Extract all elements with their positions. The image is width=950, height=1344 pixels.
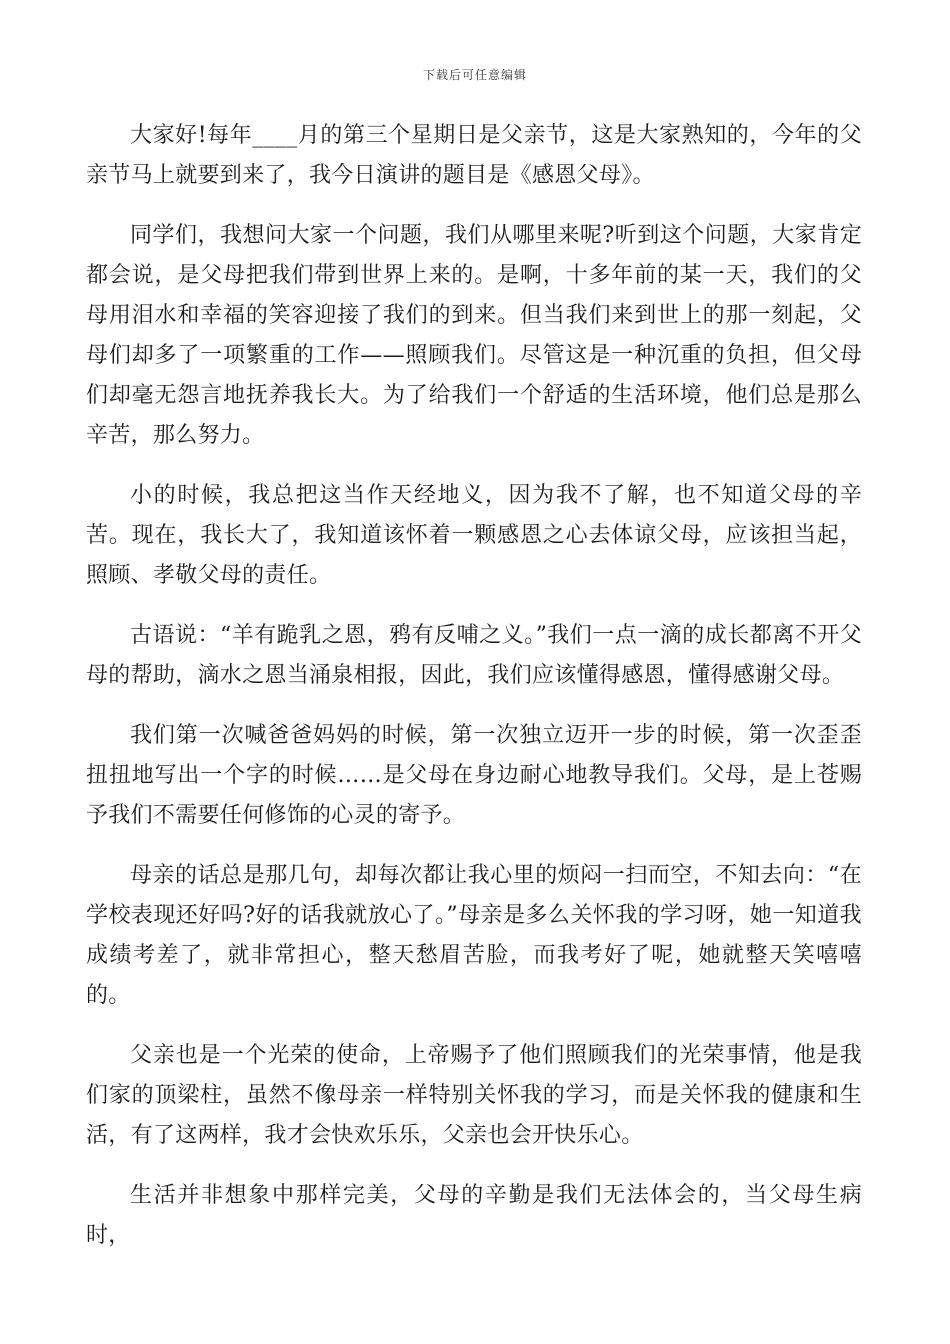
paragraph-2: 同学们，我想问大家一个问题，我们从哪里来呢?听到这个问题，大家肯定都会说，是父母把我们带到世界上来的。是啊，十多年前的某一天，我们的父母用泪水和幸福的笑容迎接了我们的到来。但当我们来到世上的那一刻起，父母们却多了一项繁重的工作——照顾我们。尽管这是一种沉重的负担，但父母们却毫无怨言地抚养我长大。为了给我们一个舒适的生活环境，他们总是那么辛苦，那么努力。 — [86, 223, 862, 448]
page-header-note: 下载后可任意编辑 — [422, 68, 527, 82]
paragraph-8: 生活并非想象中那样完美，父母的辛勤是我们无法体会的，当父母生病时， — [86, 1183, 862, 1248]
paragraph-4: 古语说：“羊有跪乳之恩，鸦有反哺之义。”我们一点一滴的成长都离不开父母的帮助，滴水之恩当涌泉相报，因此，我们应该懂得感恩，懂得感谢父母。 — [86, 623, 862, 688]
paragraph-5: 我们第一次喊爸爸妈妈的时候，第一次独立迈开一步的时候，第一次歪歪扭扭地写出一个字的时候……是父母在身边耐心地教导我们。父母，是上苍赐予我们不需要任何修饰的心灵的寄予。 — [86, 723, 862, 828]
speech-body — [86, 116, 862, 1276]
paragraph-6: 母亲的话总是那几句，却每次都让我心里的烦闷一扫而空，不知去向：“在学校表现还好吗?好的话我就放心了。”母亲是多么关怀我的学习呀，她一知道我成绩考差了，就非常担心，整天愁眉苦脸，而我考好了呢，她就整天笑嘻嘻的。 — [86, 863, 862, 1008]
paragraph-7: 父亲也是一个光荣的使命，上帝赐予了他们照顾我们的光荣事情，他是我们家的顶梁柱，虽然不像母亲一样特别关怀我的学习，而是关怀我的健康和生活，有了这两样，我才会快欢乐乐，父亲也会开快乐心。 — [86, 1043, 862, 1148]
paragraph-3: 小的时候，我总把这当作天经地义，因为我不了解，也不知道父母的辛苦。现在，我长大了，我知道该怀着一颗感恩之心去体谅父母，应该担当起，照顾、孝敬父母的责任。 — [86, 483, 862, 588]
paragraph-1: 大家好!每年____月的第三个星期日是父亲节，这是大家熟知的，今年的父亲节马上就要到来了，我今日演讲的题目是《感恩父母》。 — [86, 123, 862, 188]
